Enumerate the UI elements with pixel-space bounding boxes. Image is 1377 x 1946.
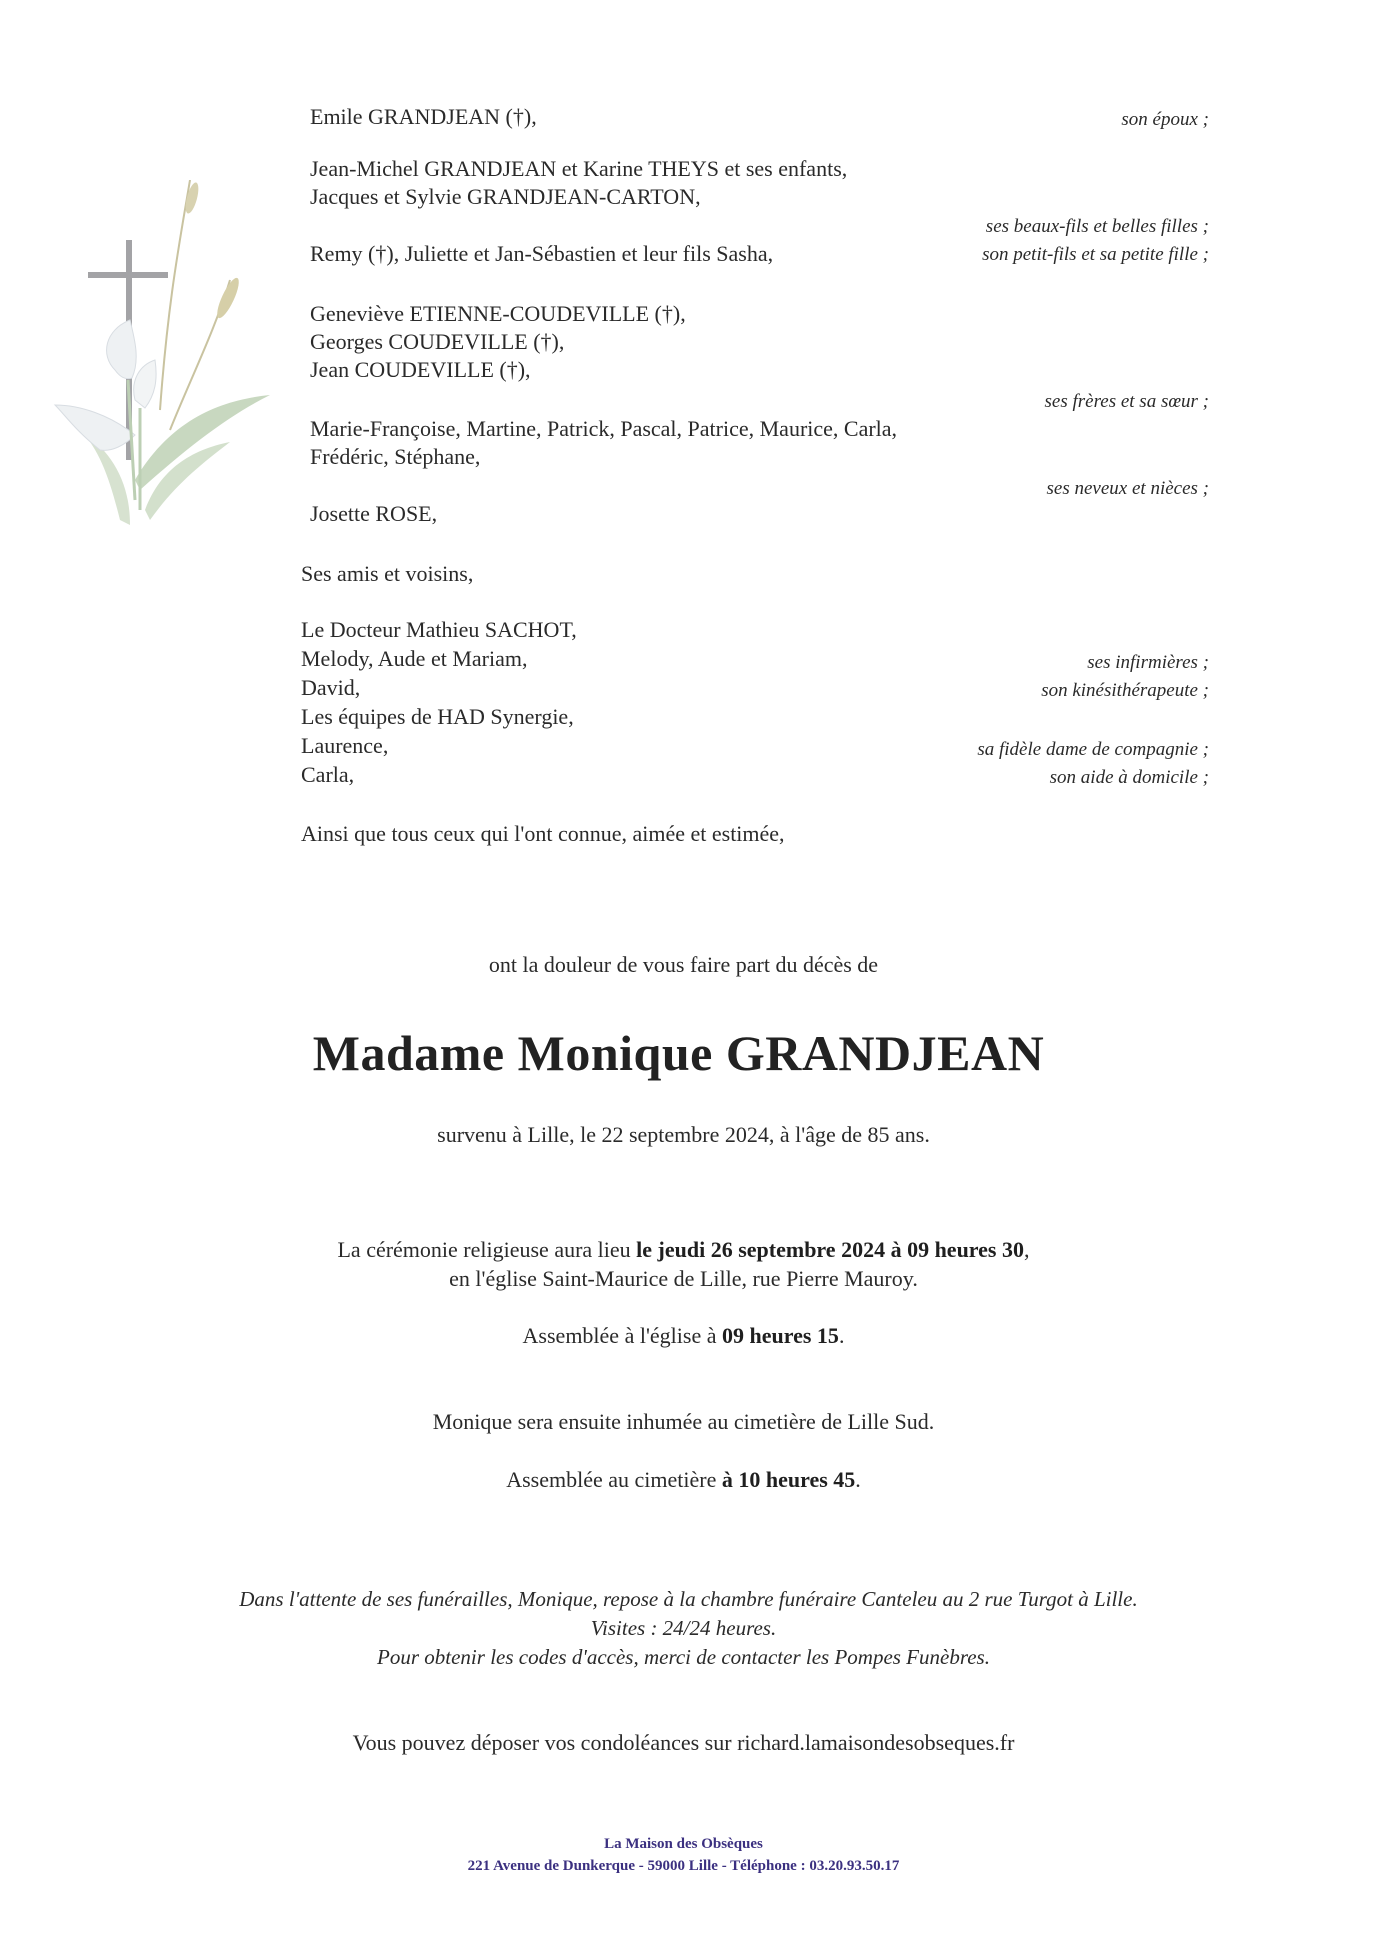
- funeral-note-1: Dans l'attente de ses funérailles, Monique, repose à la chambre funéraire Canteleu au 2 rue Turgot à Lille.: [239, 1587, 1138, 1611]
- relation-5: ses neveux et nièces ;: [1046, 478, 1209, 499]
- family-line-7: Jean COUDEVILLE (†),: [310, 357, 531, 382]
- footer-address: 221 Avenue de Dunkerque - 59000 Lille - Téléphone : 03.20.93.50.17: [467, 1858, 900, 1874]
- condolences-line: Vous pouvez déposer vos condoléances sur richard.lamaisondesobseques.fr: [352, 1730, 1015, 1755]
- family-line-6: Georges COUDEVILLE (†),: [310, 329, 565, 354]
- relation-1: son époux ;: [1121, 109, 1209, 130]
- ceremony-line: [0, 1235, 1372, 1264]
- family-line-2: Jean-Michel GRANDJEAN et Karine THEYS et ses enfants,: [310, 156, 848, 181]
- relation-6: ses infirmières ;: [1087, 652, 1209, 673]
- family-line-13: Melody, Aude et Mariam,: [301, 646, 528, 671]
- family-line-12: Le Docteur Mathieu SACHOT,: [301, 617, 577, 642]
- relation-4: ses frères et sa sœur ;: [1044, 391, 1209, 412]
- cemetery-assembly: [0, 1465, 1372, 1494]
- ceremony-suffix: ,: [1024, 1237, 1030, 1262]
- family-line-1: Emile GRANDJEAN (†),: [310, 104, 537, 129]
- cemetery-assembly-time: à 10 heures 45: [721, 1467, 856, 1492]
- ceremony-location: en l'église Saint-Maurice de Lille, rue Pierre Mauroy.: [449, 1266, 918, 1291]
- burial-info: Monique sera ensuite inhumée au cimetière de Lille Sud.: [432, 1409, 935, 1434]
- cross-and-calla-lily-icon: [40, 180, 270, 540]
- family-line-16: Laurence,: [301, 733, 389, 758]
- family-line-18: Ainsi que tous ceux qui l'ont connue, aimée et estimée,: [301, 821, 785, 846]
- deceased-name: Madame Monique GRANDJEAN: [312, 1025, 1045, 1081]
- church-assembly-time: 09 heures 15: [722, 1323, 839, 1348]
- relation-2: ses beaux-fils et belles filles ;: [985, 216, 1209, 237]
- ceremony-datetime: le jeudi 26 septembre 2024 à 09 heures 30: [636, 1237, 1024, 1262]
- relation-7: son kinésithérapeute ;: [1041, 680, 1209, 701]
- church-assembly: [0, 1321, 1372, 1350]
- family-line-14: David,: [301, 675, 361, 700]
- relation-9: son aide à domicile ;: [1049, 767, 1209, 788]
- relation-3: son petit-fils et sa petite fille ;: [982, 244, 1209, 265]
- family-line-8: Marie-Françoise, Martine, Patrick, Pascal, Patrice, Maurice, Carla,: [310, 416, 898, 441]
- family-line-17: Carla,: [301, 762, 355, 787]
- family-line-5: Geneviève ETIENNE-COUDEVILLE (†),: [310, 301, 686, 326]
- family-line-3: Jacques et Sylvie GRANDJEAN-CARTON,: [310, 184, 701, 209]
- death-info: survenu à Lille, le 22 septembre 2024, à l'âge de 85 ans.: [437, 1122, 930, 1147]
- cemetery-assembly-prefix: Assemblée au cimetière: [506, 1467, 717, 1492]
- footer-company: La Maison des Obsèques: [604, 1836, 763, 1852]
- family-line-4: Remy (†), Juliette et Jan-Sébastien et leur fils Sasha,: [310, 241, 774, 266]
- family-line-10: Josette ROSE,: [310, 501, 438, 526]
- church-assembly-prefix: Assemblée à l'église à: [522, 1323, 717, 1348]
- ceremony-prefix: La cérémonie religieuse aura lieu: [337, 1237, 631, 1262]
- family-line-11: Ses amis et voisins,: [301, 561, 474, 586]
- relation-8: sa fidèle dame de compagnie ;: [977, 739, 1209, 760]
- family-line-9: Frédéric, Stéphane,: [310, 444, 481, 469]
- funeral-note-2: Visites : 24/24 heures.: [590, 1616, 777, 1640]
- cemetery-assembly-suffix: .: [855, 1467, 861, 1492]
- church-assembly-suffix: .: [838, 1323, 845, 1348]
- announcement: ont la douleur de vous faire part du décès de: [488, 952, 879, 977]
- funeral-note-3: Pour obtenir les codes d'accès, merci de contacter les Pompes Funèbres.: [377, 1645, 990, 1669]
- family-line-15: Les équipes de HAD Synergie,: [301, 704, 574, 729]
